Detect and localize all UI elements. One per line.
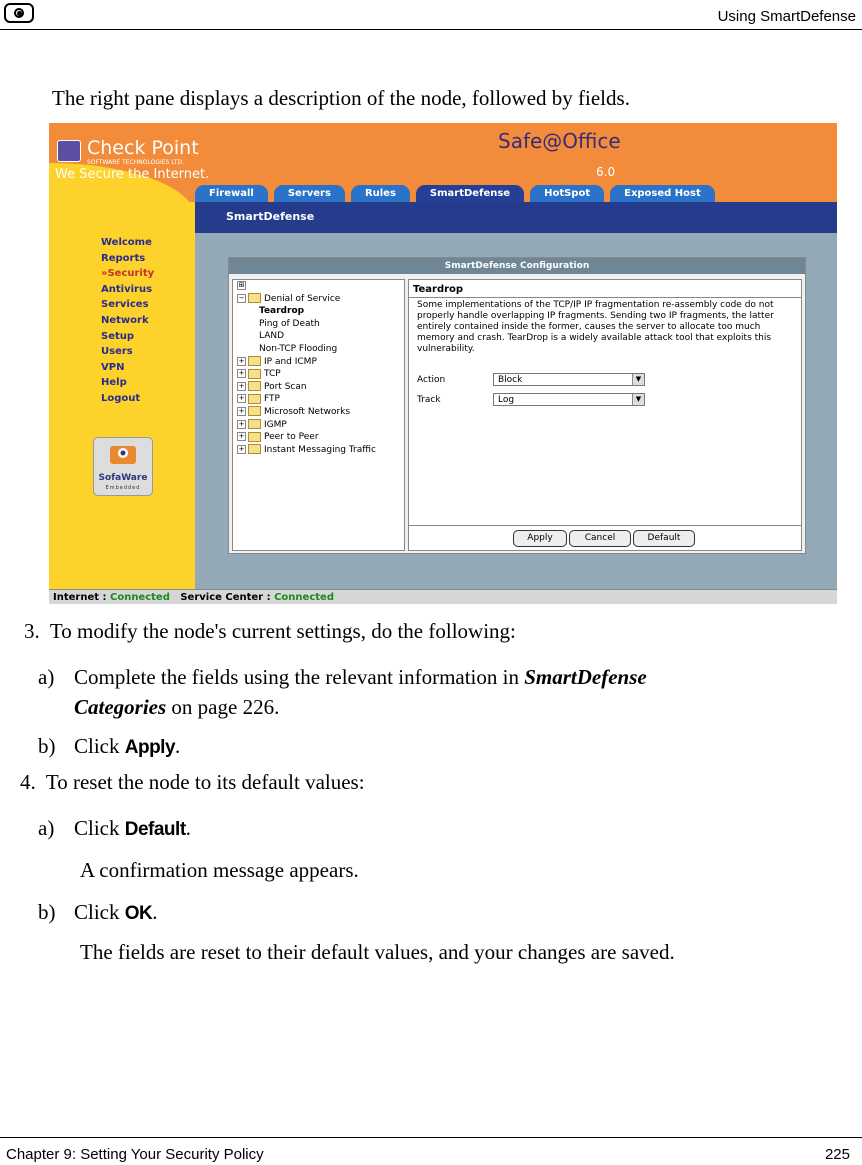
tab-smartdefense[interactable]: SmartDefense (416, 185, 524, 202)
menu-item-users[interactable]: Users (101, 346, 133, 358)
tab-hotspot[interactable]: HotSpot (530, 185, 604, 202)
folder-icon (248, 394, 261, 404)
menu-item-help[interactable]: Help (101, 377, 127, 389)
section-title: SmartDefense (226, 210, 315, 223)
menu-item-network[interactable]: Network (101, 314, 149, 326)
checkpoint-logo-icon (57, 140, 81, 162)
tree-item[interactable]: + IGMP (238, 419, 287, 430)
chevron-down-icon: ▼ (632, 374, 644, 385)
node-tree (232, 279, 405, 551)
ui-ok: OK (124, 903, 153, 924)
folder-icon (248, 381, 261, 391)
footer-page-number: 225 (824, 1146, 850, 1163)
product-version: 6.0 (596, 165, 616, 179)
folder-icon (248, 356, 261, 366)
step-3a-cont: Categories on page 226. (74, 695, 280, 719)
track-label: Track (417, 395, 441, 405)
config-panel (228, 257, 806, 554)
tree-item[interactable]: + Instant Messaging Traffic (238, 444, 376, 455)
tree-item[interactable]: + TCP (238, 369, 281, 380)
chevron-down-icon: ▼ (632, 394, 644, 405)
apply-button[interactable]: Apply (513, 530, 567, 547)
step-4a-note: A confirmation message appears. (80, 858, 359, 882)
menu-item-services[interactable]: Services (101, 299, 149, 311)
step-4: 4. To reset the node to its default values: (20, 770, 365, 794)
menu-item-logout[interactable]: Logout (101, 392, 141, 404)
step-4b: b) Click OK. (38, 900, 158, 924)
detail-pane (408, 279, 802, 551)
tree-item[interactable]: + FTP (238, 394, 280, 405)
header-logo-icon (4, 3, 34, 23)
tree-item[interactable]: + Peer to Peer (238, 432, 319, 443)
menu-item-welcome[interactable]: Welcome (101, 237, 152, 248)
folder-icon (248, 419, 261, 429)
status-internet-label: Internet : (53, 592, 107, 603)
panel-title: SmartDefense Configuration (229, 258, 805, 274)
tree-item-selected[interactable]: Teardrop (259, 306, 305, 317)
menu-item-antivirus[interactable]: Antivirus (101, 283, 153, 295)
logo-sub: SOFTWARE TECHNOLOGIES LTD. (87, 159, 184, 166)
tree-item[interactable]: + IP and ICMP (238, 356, 317, 367)
ui-apply: Apply (124, 737, 176, 758)
tree-item[interactable]: Non-TCP Flooding (259, 343, 338, 354)
folder-icon (248, 369, 261, 379)
menu-item-vpn[interactable]: VPN (101, 361, 125, 373)
link-smartdefense-categories: SmartDefense (524, 665, 647, 689)
folder-icon (248, 432, 261, 442)
footer-chapter: Chapter 9: Setting Your Security Policy (6, 1146, 264, 1163)
status-sc-label: Service Center : (180, 592, 271, 603)
status-bar (49, 589, 837, 604)
side-menu (101, 235, 154, 407)
step-3b: b) Click Apply. (38, 734, 181, 758)
status-internet-value: Connected (109, 592, 170, 603)
screenshot (49, 123, 837, 604)
header-title: Using SmartDefense (717, 8, 856, 25)
tree-root-icon: ⊞ (238, 281, 245, 289)
tab-servers[interactable]: Servers (274, 185, 345, 202)
header-rule (0, 29, 862, 30)
badge-title: SofaWare (98, 473, 148, 483)
badge-sub: Embedded (105, 485, 141, 491)
detail-rule (409, 297, 801, 298)
step-3: 3. To modify the node's current settings, do the following: (24, 619, 516, 643)
detail-description: Some implementations of the TCP/IP IP fragmentation re-assembly code do not properly handle overlapping IP fragments. Sending two IP fragments, the latter entirely contained inside the former, causes the server to allocate too much memory and crash. TearDrop is a widely available attack tool that exploits this vulnerability. (417, 300, 774, 354)
folder-icon (248, 406, 261, 416)
tree-item[interactable]: + Microsoft Networks (238, 406, 351, 417)
tree-item[interactable]: Ping of Death (259, 318, 320, 329)
footer-rule (0, 1137, 862, 1138)
sofa-icon (94, 438, 152, 472)
cancel-button[interactable]: Cancel (569, 530, 631, 547)
product-name: Safe@Office (498, 129, 621, 153)
step-4b-note: The fields are reset to their default values, and your changes are saved. (80, 940, 675, 964)
detail-title: Teardrop (413, 284, 464, 295)
tree-item[interactable]: LAND (259, 331, 285, 342)
tab-rules[interactable]: Rules (351, 185, 410, 202)
action-select[interactable]: Block ▼ (493, 373, 645, 386)
folder-icon (248, 444, 261, 454)
ui-default: Default (124, 819, 186, 840)
default-button[interactable]: Default (633, 530, 695, 547)
menu-item-reports[interactable]: Reports (101, 252, 146, 264)
track-select[interactable]: Log ▼ (493, 393, 645, 406)
section-bar (195, 202, 837, 233)
action-label: Action (417, 375, 446, 385)
button-divider (409, 525, 801, 526)
step-3a: a) Complete the fields using the relevant information in SmartDefense (38, 665, 647, 689)
logo-text: Check Point (87, 137, 199, 159)
status-sc-value: Connected (274, 592, 334, 603)
tree-item[interactable]: + Port Scan (238, 381, 307, 392)
tab-exposed-host[interactable]: Exposed Host (610, 185, 715, 202)
folder-icon (248, 293, 261, 303)
tab-bar (195, 185, 715, 202)
menu-item-security[interactable]: »Security (101, 268, 155, 280)
tree-item[interactable]: − Denial of Service (238, 293, 341, 304)
menu-item-setup[interactable]: Setup (101, 330, 135, 342)
tab-firewall[interactable]: Firewall (195, 185, 268, 202)
logo-tagline: We Secure the Internet. (55, 167, 210, 182)
intro-paragraph: The right pane displays a description of the node, followed by fields. (52, 86, 630, 110)
sofaware-badge (93, 437, 153, 496)
step-4a: a) Click Default. (38, 816, 191, 840)
